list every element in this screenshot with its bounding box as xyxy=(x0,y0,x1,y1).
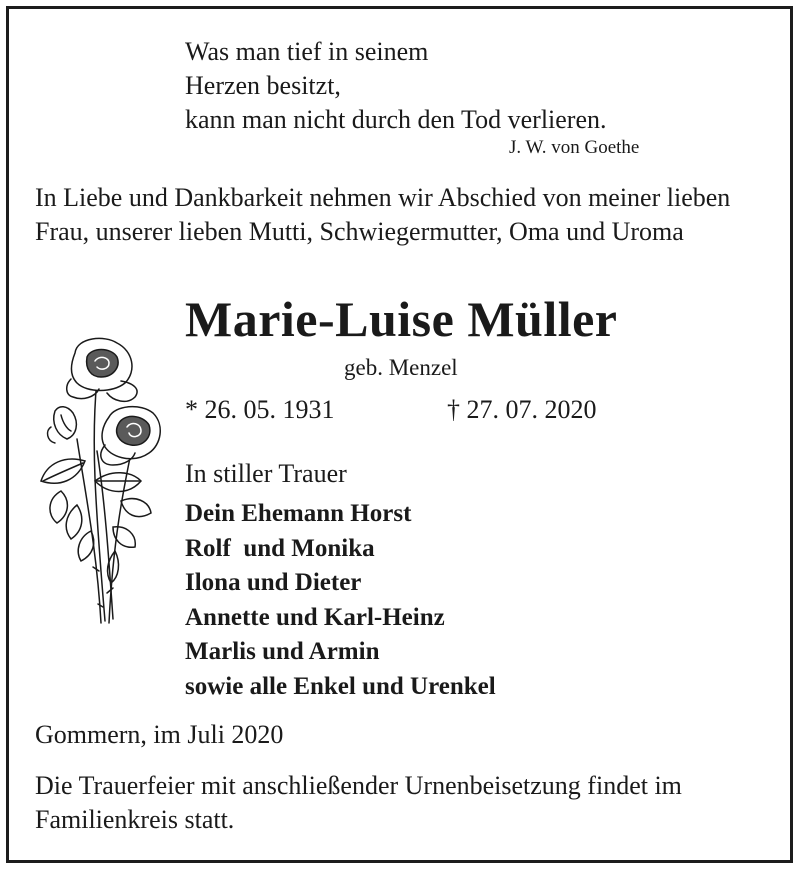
family-list xyxy=(185,497,496,704)
quote-line-1: Was man tief in seinem xyxy=(185,37,429,66)
death-date: † 27. 07. 2020 xyxy=(447,395,597,424)
deceased-name: Marie-Luise Müller xyxy=(185,291,618,347)
quote-block xyxy=(185,35,607,137)
birth-date: * 26. 05. 1931 xyxy=(185,395,335,424)
intro-text: In Liebe und Dankbarkeit nehmen wir Abschied von meiner lieben Frau, unserer lieben Mutti, Schwiegermutter, Oma und Uroma xyxy=(35,183,731,246)
quote-author: J. W. von Goethe xyxy=(509,137,640,158)
family-member: Marlis und Armin xyxy=(185,638,380,665)
quote-line-2: Herzen besitzt, xyxy=(185,71,341,100)
roses-icon xyxy=(25,331,165,631)
quote-line-3: kann man nicht durch den Tod verlieren. xyxy=(185,105,607,134)
obituary-frame xyxy=(6,6,793,863)
maiden-name: geb. Menzel xyxy=(344,355,458,380)
family-member: Ilona und Dieter xyxy=(185,569,362,596)
funeral-notice: Die Trauerfeier mit anschließender Urnenbeisetzung findet im Familienkreis statt. xyxy=(35,771,682,834)
family-member: sowie alle Enkel und Urenkel xyxy=(185,672,496,700)
family-member: Annette und Karl-Heinz xyxy=(185,603,445,631)
family-member: Dein Ehemann Horst xyxy=(185,500,412,527)
family-member: Rolf und Monika xyxy=(185,534,375,562)
place-date: Gommern, im Juli 2020 xyxy=(35,720,284,749)
mourning-heading: In stiller Trauer xyxy=(185,459,347,488)
